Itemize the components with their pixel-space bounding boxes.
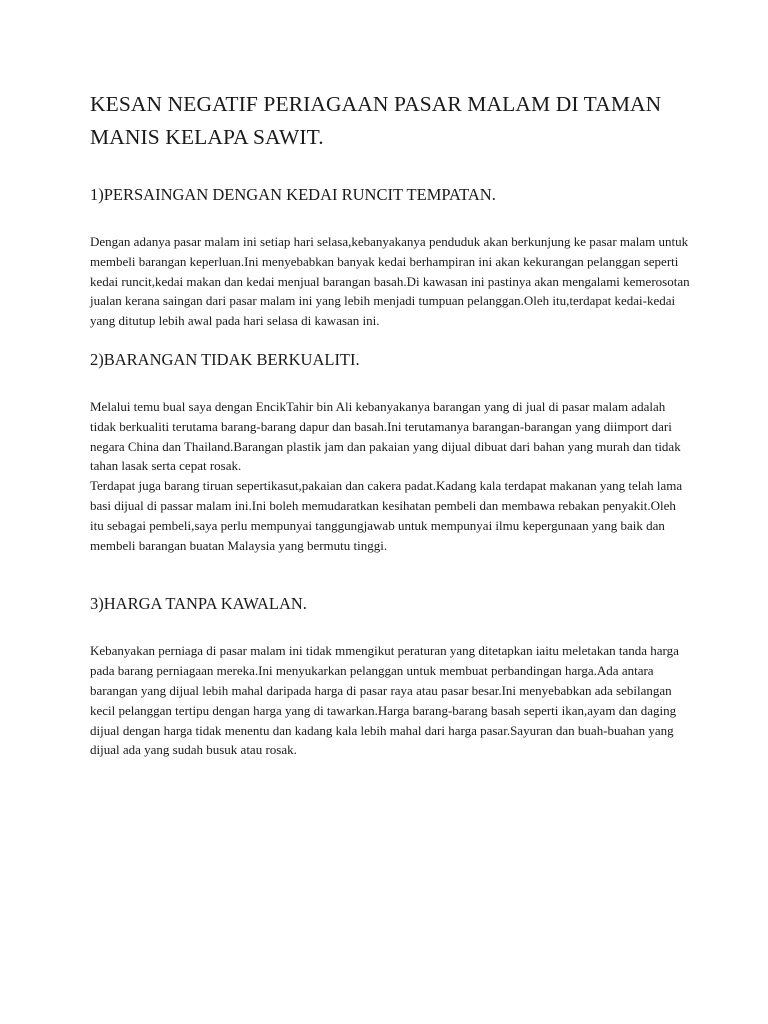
section-persaingan — [90, 184, 690, 331]
section-paragraph: Dengan adanya pasar malam ini setiap hari selasa,kebanyakanya penduduk akan berkunjung ke pasar malam untuk membeli barangan keperluan.Ini menyebabkan banyak kedai berhampiran ini akan kekurangan pelanggan seperti kedai runcit,kedai makan dan kedai menjual barangan basah.Di kawasan ini pastinya akan mengalami kemerosotan jualan kerana saingan dari pasar malam ini yang lebih menjadi tumpuan pelanggan.Oleh itu,terdapat kedai-kedai yang ditutup lebih awal pada hari selasa di kawasan ini. — [90, 234, 690, 329]
section-heading: 3)HARGA TANPA KAWALAN. — [90, 594, 307, 614]
section-barangan — [90, 349, 690, 555]
document-page — [90, 88, 690, 760]
document-title: KESAN NEGATIF PERIAGAAN PASAR MALAM DI TAMAN MANIS KELAPA SAWIT. — [90, 92, 662, 149]
section-paragraph: Terdapat juga barang tiruan sepertikasut,pakaian dan cakera padat.Kadang kala terdapat makanan yang telah lama basi dijual di passar malam ini.Ini boleh memudaratkan kesihatan pembeli dan membawa rebakan penyakit.Oleh itu sebagai pembeli,saya perlu mempunyai tanggungjawab untuk mempunyai ilmu kepergunaan yang baik dan membeli barangan buatan Malaysia yang bermutu tinggi. — [90, 478, 683, 553]
section-paragraph: Melalui temu bual saya dengan EncikTahir bin Ali kebanyakanya barangan yang di jual di pasar malam adalah tidak berkualiti terutama barang-barang dapur dan basah.Ini terutamanya barangan-barangan yang diimport dari negara China dan Thailand.Barangan plastik jam dan pakaian yang dijual dibuat dari bahan yang murah dan tidak tahan lasak serta cepat rosak. — [90, 398, 681, 474]
section-harga — [90, 593, 690, 760]
section-paragraph: Kebanyakan perniaga di pasar malam ini tidak mmengikut peraturan yang ditetapkan iaitu meletakan tanda harga pada barang perniagaan mereka.Ini menyukarkan pelanggan untuk membuat perbandingan harga.Ada antara barangan yang dijual lebih mahal daripada harga di pasar raya atau pasar besar.Ini menyebabkan ada sebilangan kecil pelanggan tertipu dengan harga yang di tawarkan.Harga barang-barang basah seperti ikan,ayam dan daging dijual dengan harga tidak menentu dan kadang kala lebih mahal dari harga pasar.Sayuran dan buah-buahan yang dijual ada yang sudah busuk atau rosak. — [90, 643, 679, 758]
section-heading: 2)BARANGAN TIDAK BERKUALITI. — [90, 349, 360, 369]
section-heading: 1)PERSAINGAN DENGAN KEDAI RUNCIT TEMPATAN. — [90, 185, 496, 204]
